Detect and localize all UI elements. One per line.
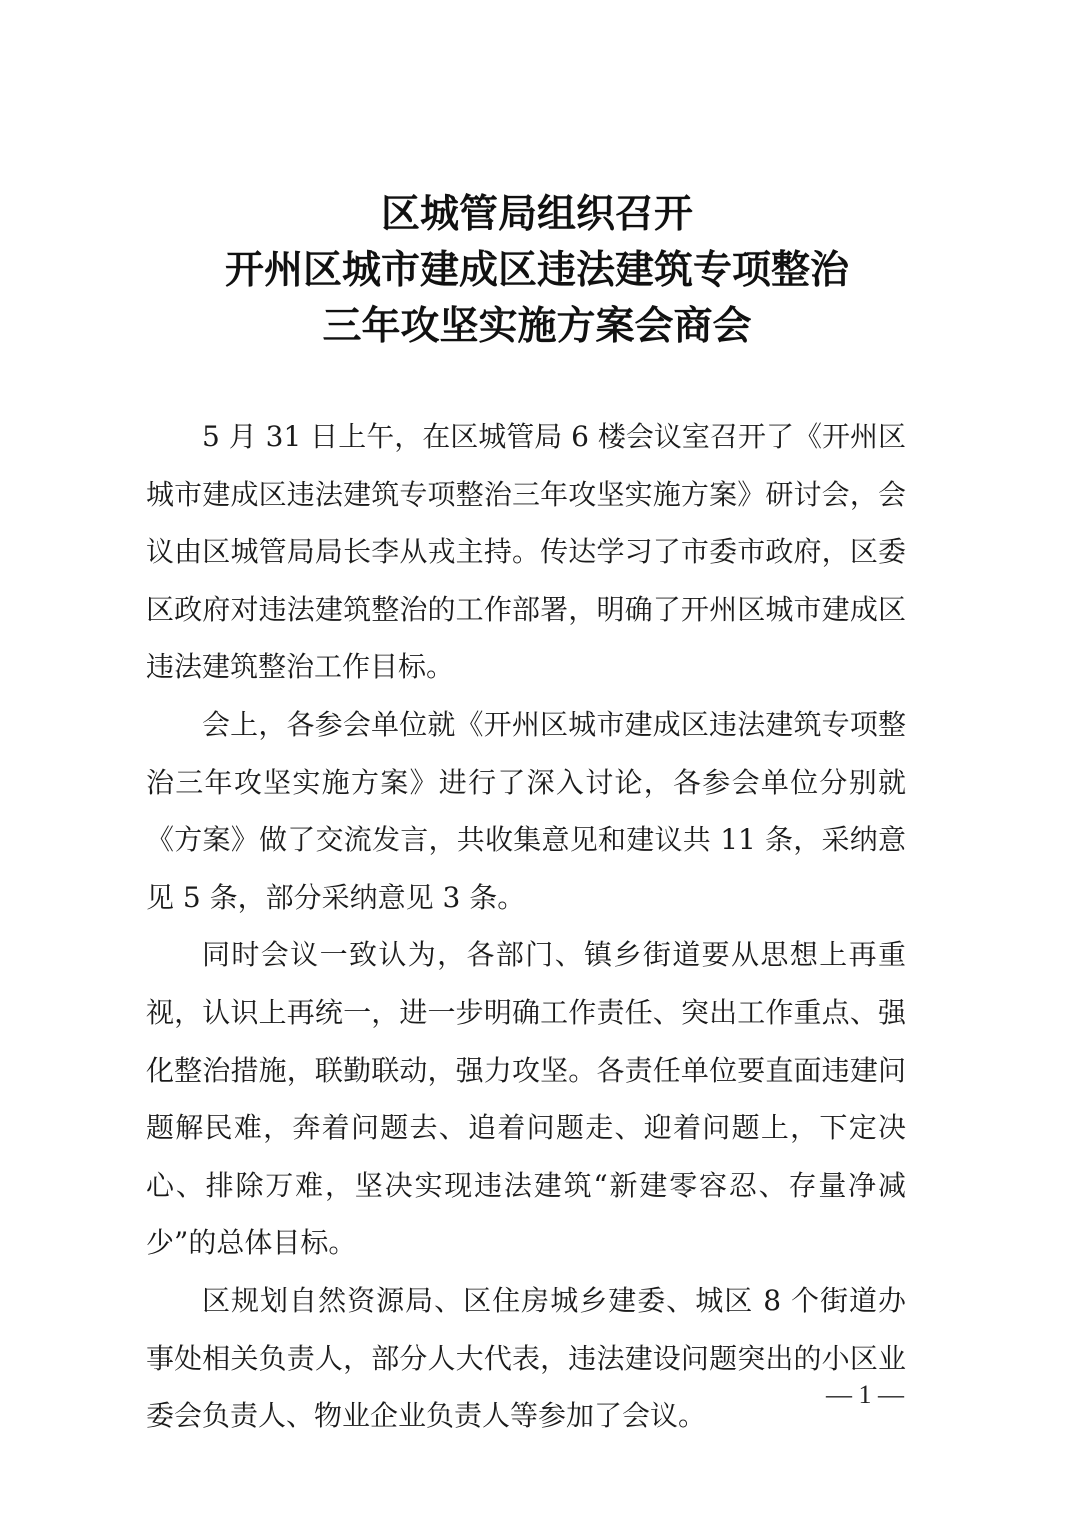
paragraph-meeting-overview: 5 月 31 日上午，在区城管局 6 楼会议室召开了《开州区城市建成区违法建筑专项整治三年攻坚实施方案》研讨会，会议由区城管局局长李从戎主持。传达学习了市委市政府，区委区政府对违法建筑整治的工作部署，明确了开州区城市建成区违法建筑整治工作目标。	[146, 420, 906, 684]
paragraph-consensus: 同时会议一致认为，各部门、镇乡街道要从思想上再重视，认识上再统一，进一步明确工作责任、突出工作重点、强化整治措施，联勤联动，强力攻坚。各责任单位要直面违建问题解民难，奔着问题去、追着问题走、迎着问题上，下定决心、排除万难，坚决实现违法建筑“新建零容忍、存量净减少”的总体目标。	[146, 938, 906, 1260]
document-body	[146, 408, 906, 1445]
title-line-2: 开州区城市建成区违法建筑专项整治	[224, 247, 849, 293]
title-line-3: 三年攻坚实施方案会商会	[322, 303, 752, 349]
paragraph-discussion: 会上，各参会单位就《开州区城市建成区违法建筑专项整治三年攻坚实施方案》进行了深入讨论，各参会单位分别就《方案》做了交流发言，共收集意见和建议共 11 条，采纳意见 5 条，部分采纳意见 3 条。	[146, 707, 906, 914]
paragraph-attendees: 区规划自然资源局、区住房城乡建委、城区 8 个街道办事处相关负责人，部分人大代表，违法建设问题突出的小区业委会负责人、物业企业负责人等参加了会议。	[146, 1283, 906, 1433]
document-title	[0, 186, 1074, 354]
title-line-1: 区城管局组织召开	[380, 191, 693, 237]
page-number: — 1 —	[826, 1380, 904, 1409]
